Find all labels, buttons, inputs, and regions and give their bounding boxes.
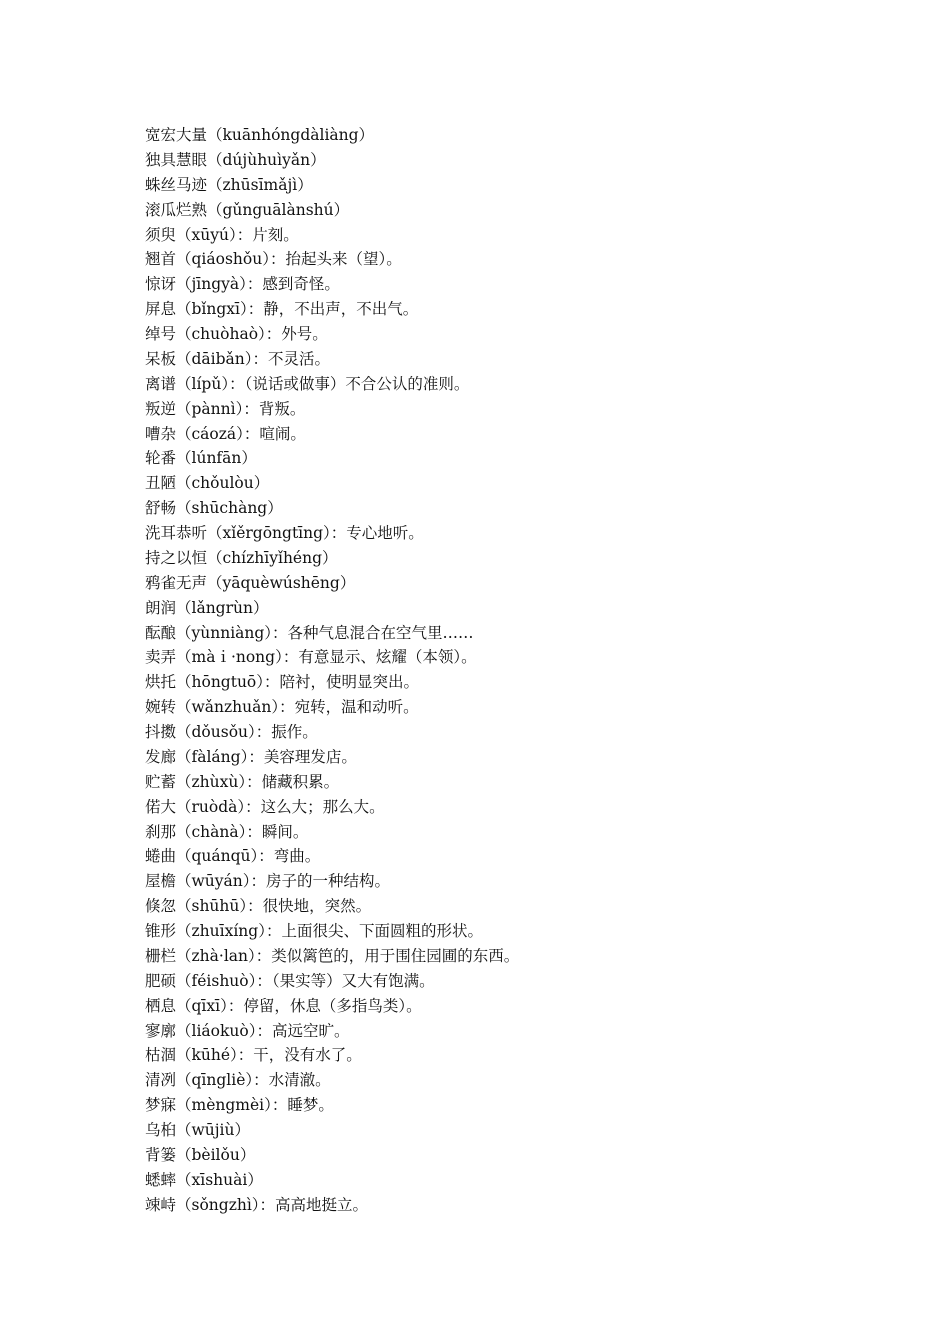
vocab-line: 酝酿（yùnniàng）：各种气息混合在空气里…… [145,623,474,642]
vocab-line: 抖擞（dǒusǒu）：振作。 [145,723,318,741]
vocab-line: 叛逆（pànnì）：背叛。 [145,399,306,418]
vocab-line: 发廊（fàláng）：美容理发店。 [145,747,357,766]
vocab-line: 倏忽（shūhū）：很快地，突然。 [145,897,372,916]
vocab-line: 嘈杂（cáozá）：喧闹。 [145,424,306,443]
vocab-line: 朗润（lǎngrùn） [145,598,269,617]
vocab-line: 锥形（zhuīxíng）：上面很尖、下面圆粗的形状。 [145,922,483,940]
vocab-line: 清冽（qīngliè）：水清澈。 [145,1071,331,1090]
vocab-line: 栅栏（zhà·lan）：类似篱笆的，用于围住园圃的东西。 [145,946,520,965]
vocabulary-list [145,123,885,1218]
vocab-line: 屏息（bǐngxī）：静，不出声，不出气。 [145,300,419,319]
vocab-line: 蜷曲（quánqū）：弯曲。 [145,847,321,866]
vocab-line: 洗耳恭听（xǐěrgōngtīng）：专心地听。 [145,524,424,542]
vocab-line: 栖息（qīxī）：停留，休息（多指鸟类）。 [145,996,422,1015]
vocab-line: 独具慧眼（dújùhuìyǎn） [145,150,326,169]
vocab-line: 贮蓄（zhùxù）：储藏积累。 [145,772,340,791]
vocab-line: 枯涸（kūhé）：干，没有水了。 [145,1046,362,1065]
vocab-line: 须臾（xūyú）：片刻。 [145,225,299,244]
vocab-line: 舒畅（shūchàng） [145,499,283,518]
vocab-line: 寥廓（liáokuò）：高远空旷。 [145,1021,350,1040]
vocab-line: 鸦雀无声（yāquèwúshēng） [145,573,356,592]
vocab-line: 持之以恒（chízhīyǐhéng） [145,548,338,567]
vocab-line: 宽宏大量（kuānhóngdàliàng） [145,126,375,144]
vocab-line: 婉转（wǎnzhuǎn）：宛转，温和动听。 [145,698,419,717]
vocab-line: 背篓（bèilǒu） [145,1145,256,1164]
vocab-line: 惊讶（jīngyà）：感到奇怪。 [145,275,340,294]
vocab-line: 绰号（chuòhaò）：外号。 [145,325,328,343]
vocab-line: 蟋蟀（xīshuài） [145,1170,263,1189]
vocab-line: 滚瓜烂熟（gǔnguālànshú） [145,200,350,219]
vocab-line: 蛛丝马迹（zhūsīmǎjì） [145,175,313,194]
vocab-line: 竦峙（sǒngzhì）：高高地挺立。 [145,1195,369,1214]
vocab-line: 轮番（lúnfān） [145,449,257,468]
vocab-line: 乌桕（wūjiù） [145,1121,250,1139]
vocab-line: 偌大（ruòdà）：这么大；那么大。 [145,797,385,816]
vocab-line: 屋檐（wūyán）：房子的一种结构。 [145,872,390,891]
vocab-line: 卖弄（màｉ·nong）：有意显示、炫耀（本领）。 [145,648,477,667]
vocab-line: 梦寐（mèngmèi）：睡梦。 [145,1096,334,1115]
vocab-line: 丑陋（chǒulòu） [145,474,270,493]
vocab-line: 离谱（lípǔ）：（说话或做事）不合公认的准则。 [145,374,470,393]
vocab-line: 肥硕（féishuò）：（果实等）又大有饱满。 [145,971,435,990]
vocab-line: 呆板（dāibǎn）：不灵活。 [145,349,331,368]
vocab-line: 翘首（qiáoshǒu）：抬起头来（望）。 [145,250,402,269]
vocab-line: 刹那（chànà）：瞬间。 [145,822,309,841]
vocab-line: 烘托（hōngtuō）：陪衬，使明显突出。 [145,673,420,692]
